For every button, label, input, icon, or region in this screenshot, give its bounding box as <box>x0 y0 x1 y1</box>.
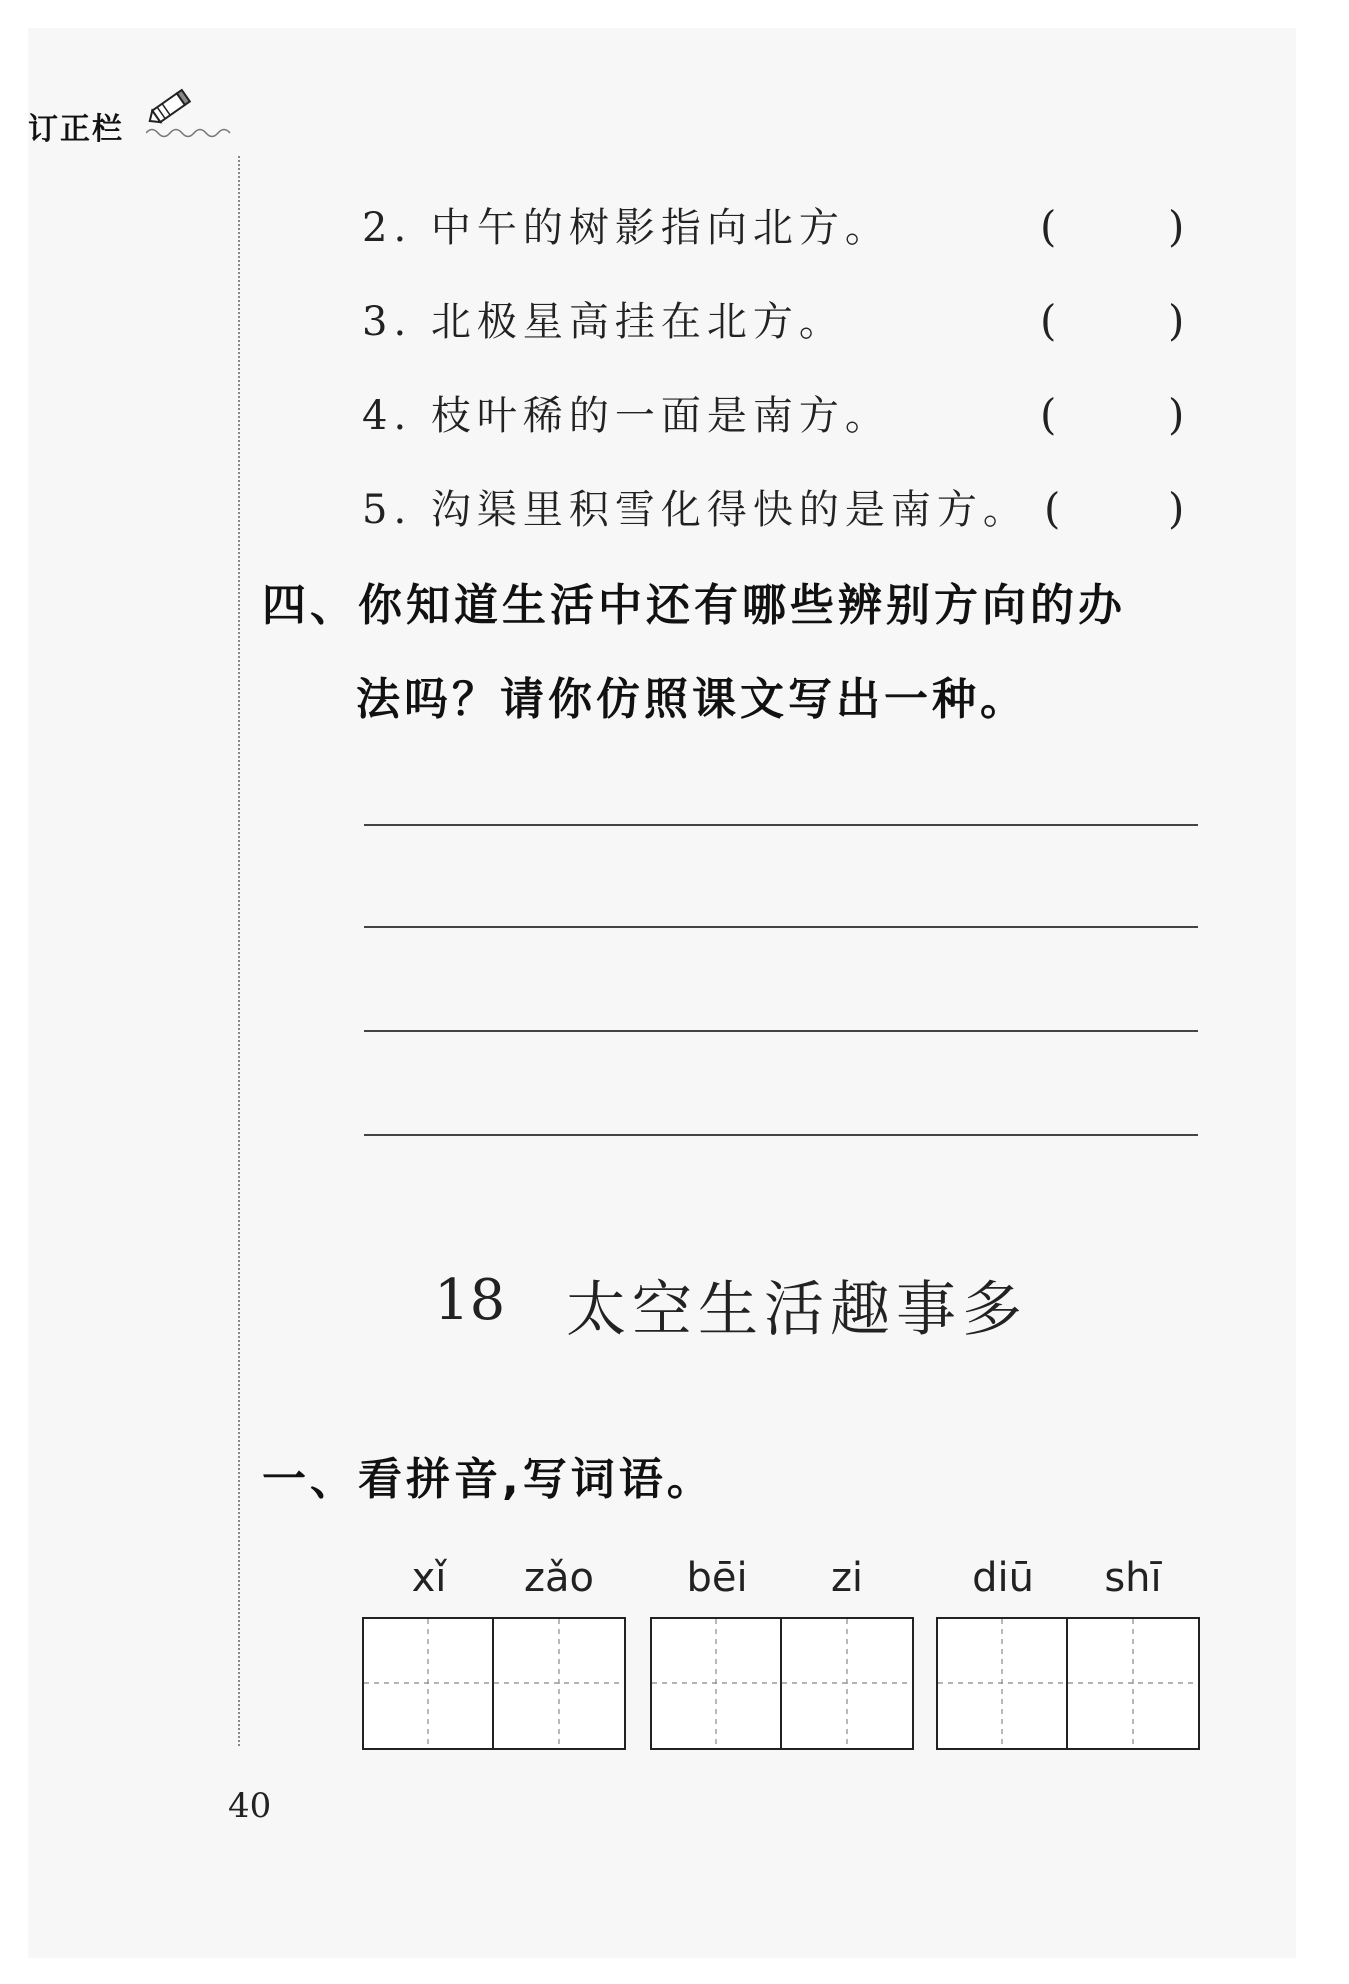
pinyin-syllable: zǎo <box>524 1555 594 1601</box>
pinyin-syllable: diū <box>972 1555 1034 1601</box>
judgement-item-4: 4. 枝叶稀的一面是南方。 <box>362 393 891 439</box>
wavy-underline <box>146 126 236 140</box>
answer-paren-close: ) <box>1168 202 1185 251</box>
lesson-title: 太空生活趣事多 <box>566 1275 1028 1345</box>
answer-line[interactable] <box>364 1030 1198 1032</box>
lesson-number: 18 <box>434 1268 506 1333</box>
section-four-heading-cont: 法吗？请你仿照课文写出一种。 <box>356 674 1028 725</box>
judgement-item-3: 3. 北极星高挂在北方。 <box>362 299 845 345</box>
answer-paren-close: ) <box>1168 296 1185 345</box>
writing-grid-word-2[interactable] <box>650 1617 914 1751</box>
writing-grid-word-1[interactable] <box>362 1617 626 1751</box>
judgement-item-2: 2. 中午的树影指向北方。 <box>362 205 891 251</box>
answer-paren-close: ) <box>1168 390 1185 439</box>
judgement-item-5: 5. 沟渠里积雪化得快的是南方。 <box>362 487 1029 533</box>
margin-divider <box>238 156 240 1746</box>
page-number: 40 <box>228 1786 272 1826</box>
answer-paren-open: ( <box>1044 484 1061 533</box>
correction-column-label: 订正栏 <box>28 112 124 147</box>
section-one-heading: 一、看拼音,写词语。 <box>262 1454 715 1505</box>
answer-line[interactable] <box>364 824 1198 826</box>
pinyin-syllable: bēi <box>686 1555 748 1601</box>
answer-paren-close: ) <box>1168 484 1185 533</box>
answer-line[interactable] <box>364 926 1198 928</box>
pinyin-syllable: zi <box>830 1555 864 1601</box>
section-four-heading: 四、你知道生活中还有哪些辨别方向的办 <box>262 580 1126 631</box>
pencil-icon <box>146 86 194 130</box>
writing-grid-word-3[interactable] <box>936 1617 1200 1751</box>
answer-paren-open: ( <box>1040 202 1057 251</box>
pinyin-syllable: xǐ <box>411 1555 447 1601</box>
pinyin-syllable: shī <box>1104 1555 1162 1601</box>
answer-line[interactable] <box>364 1134 1198 1136</box>
answer-paren-open: ( <box>1040 390 1057 439</box>
answer-paren-open: ( <box>1040 296 1057 345</box>
